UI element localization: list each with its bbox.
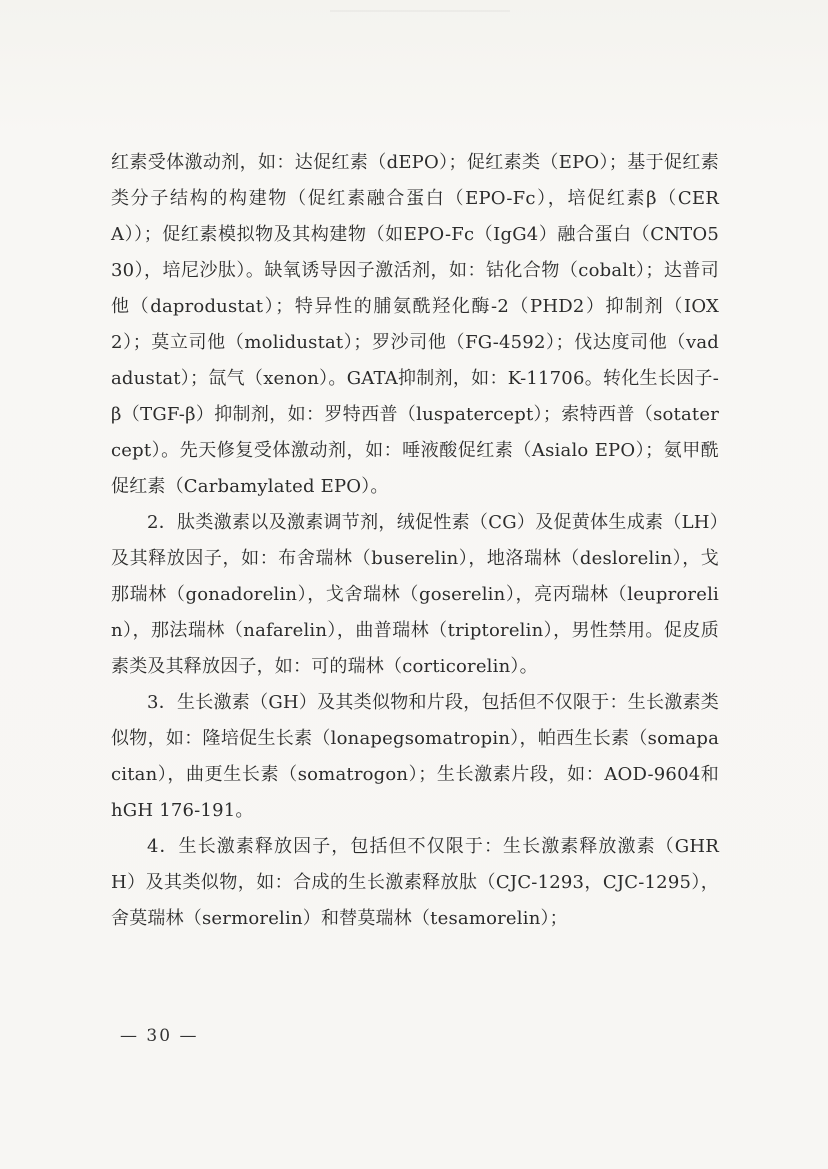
paragraph-4-ghrh: 4．生长激素释放因子，包括但不仅限于：生长激素释放激素（GHRH）及其类似物，如：合成的生长激素释放肽（CJC-1293，CJC-1295），舍莫瑞林（sermorelin）和替莫瑞林（tesamorelin）； xyxy=(111,836,719,929)
paragraph-2-peptide-hormones: 2．肽类激素以及激素调节剂，绒促性素（CG）及促黄体生成素（LH）及其释放因子，如：布舍瑞林（buserelin），地洛瑞林（deslorelin），戈那瑞林（gonadorelin），戈舍瑞林（goserelin），亮丙瑞林（leuprorelin），那法瑞林（nafarelin），曲普瑞林（triptorelin），男性禁用。促皮质素类及其释放因子，如：可的瑞林（corticorelin）。 xyxy=(111,512,719,677)
scan-artifact xyxy=(330,10,510,12)
paragraph-epo-continuation: 红素受体激动剂，如：达促红素（dEPO）；促红素类（EPO）；基于促红素类分子结构的构建物（促红素融合蛋白（EPO-Fc），培促红素β（CERA））；促红素模拟物及其构建物（如EPO-Fc（IgG4）融合蛋白（CNTO530），培尼沙肽）。缺氧诱导因子激活剂，如：钴化合物（cobalt）；达普司他（daprodustat）；特异性的脯氨酰羟化酶-2（PHD2）抑制剂（IOX2）；莫立司他（molidustat）；罗沙司他（FG-4592）；伐达度司他（vadadustat）；氙气（xenon）。GATA抑制剂，如：K-11706。转化生长因子-β（TGF-β）抑制剂，如：罗特西普（luspatercept）；索特西普（sotatercept）。先天修复受体激动剂，如：唾液酸促红素（Asialo EPO）；氨甲酰促红素（Carbamylated EPO）。 xyxy=(111,152,719,497)
page-number: — 30 — xyxy=(120,1026,199,1046)
body-text xyxy=(111,145,719,937)
paragraph-3-growth-hormone: 3．生长激素（GH）及其类似物和片段，包括但不仅限于：生长激素类似物，如：隆培促生长素（lonapegsomatropin），帕西生长素（somapacitan），曲更生长素（somatrogon）；生长激素片段，如：AOD-9604和hGH 176-191。 xyxy=(111,692,719,821)
